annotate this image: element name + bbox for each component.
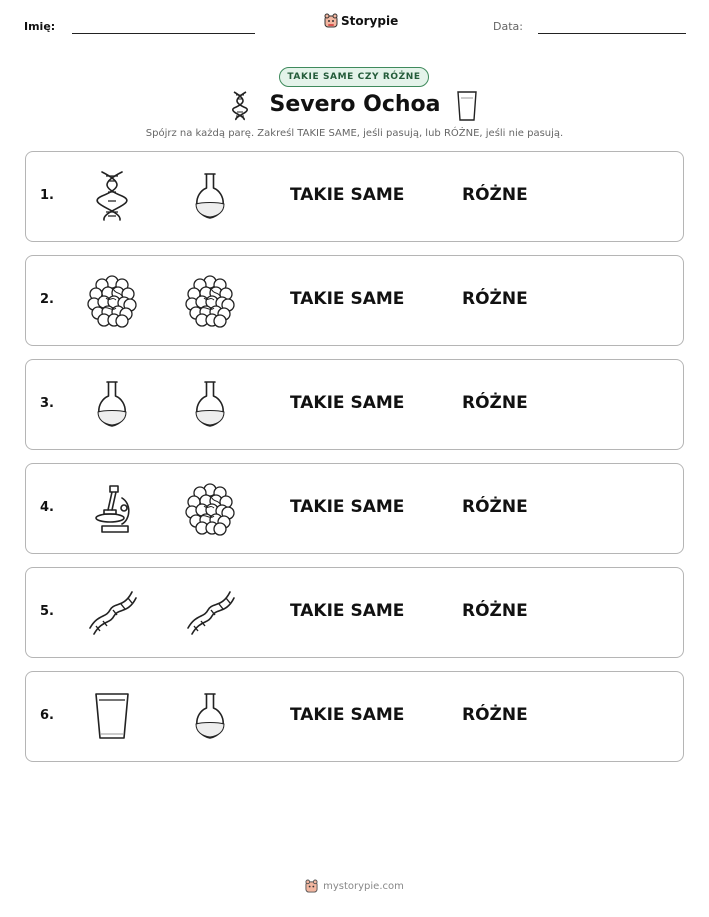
question-row <box>25 567 684 658</box>
date-field-line[interactable] <box>538 33 686 34</box>
storypie-mascot-icon <box>324 13 338 29</box>
question-row <box>25 151 684 242</box>
flask-icon <box>182 688 238 744</box>
flask-icon <box>182 376 238 432</box>
dna-vertical-icon <box>84 168 140 224</box>
cell-cluster-icon <box>182 272 238 328</box>
different-option[interactable]: RÓŻNE <box>462 497 528 517</box>
name-field-line[interactable] <box>72 33 255 34</box>
question-number: 5. <box>40 604 54 619</box>
different-option[interactable]: RÓŻNE <box>462 185 528 205</box>
dna-icon <box>230 90 250 122</box>
question-row <box>25 359 684 450</box>
same-option[interactable]: TAKIE SAME <box>290 497 405 517</box>
instructions: Spójrz na każdą parę. Zakreśl TAKIE SAME, jeśli pasują, lub RÓŻNE, jeśli nie pasują. <box>145 128 564 139</box>
question-row <box>25 671 684 762</box>
same-option[interactable]: TAKIE SAME <box>290 185 405 205</box>
same-option[interactable]: TAKIE SAME <box>290 393 405 413</box>
same-option[interactable]: TAKIE SAME <box>290 289 405 309</box>
question-row <box>25 255 684 346</box>
different-option[interactable]: RÓŻNE <box>462 705 528 725</box>
flask-icon <box>84 376 140 432</box>
dna-diagonal-icon <box>182 584 238 640</box>
microscope-icon <box>84 480 140 536</box>
question-number: 4. <box>40 500 54 515</box>
storypie-mascot-icon <box>305 879 318 894</box>
same-option[interactable]: TAKIE SAME <box>290 601 405 621</box>
beaker-glass-icon <box>455 90 479 122</box>
question-number: 3. <box>40 396 54 411</box>
question-number: 1. <box>40 188 54 203</box>
different-option[interactable]: RÓŻNE <box>462 289 528 309</box>
brand-logo <box>324 13 398 29</box>
question-number: 2. <box>40 292 54 307</box>
cell-cluster-icon <box>84 272 140 328</box>
footer <box>0 879 709 894</box>
cell-cluster-icon <box>182 480 238 536</box>
title-row <box>0 90 709 124</box>
activity-badge: TAKIE SAME CZY RÓŻNE <box>279 67 429 87</box>
flask-icon <box>182 168 238 224</box>
name-label: Imię: <box>24 20 56 33</box>
question-row <box>25 463 684 554</box>
date-label: Data: <box>493 20 523 33</box>
page-title: Severo Ochoa <box>269 92 441 117</box>
different-option[interactable]: RÓŻNE <box>462 601 528 621</box>
footer-url[interactable]: mystorypie.com <box>323 881 404 892</box>
beaker-glass-icon <box>84 688 140 744</box>
brand-name: Storypie <box>341 14 399 28</box>
different-option[interactable]: RÓŻNE <box>462 393 528 413</box>
worksheet-header <box>0 0 709 50</box>
question-number: 6. <box>40 708 54 723</box>
dna-diagonal-icon <box>84 584 140 640</box>
same-option[interactable]: TAKIE SAME <box>290 705 405 725</box>
